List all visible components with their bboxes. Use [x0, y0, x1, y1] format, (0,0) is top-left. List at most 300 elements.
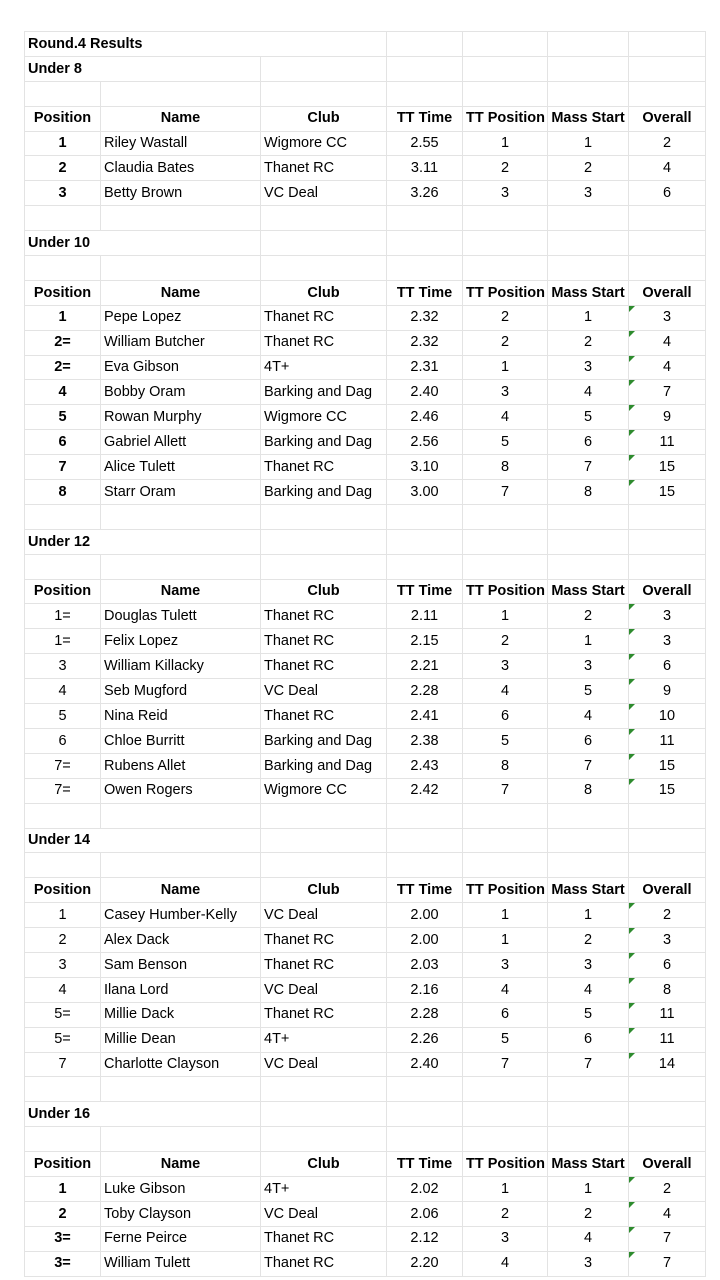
tt-position-cell: 7 [463, 1052, 548, 1077]
empty-cell [387, 256, 463, 281]
club-cell: VC Deal [261, 1052, 387, 1077]
empty-cell [261, 1127, 387, 1152]
mass-start-cell: 4 [548, 380, 629, 405]
overall-cell: 14 [629, 1052, 706, 1077]
position-cell: 1 [25, 903, 101, 928]
overall-cell: 11 [629, 728, 706, 753]
empty-cell [463, 206, 548, 231]
tt-time-cell: 2.41 [387, 704, 463, 729]
empty-cell [463, 32, 548, 57]
empty-cell [101, 504, 261, 529]
name-cell: Douglas Tulett [101, 604, 261, 629]
empty-cell [548, 256, 629, 281]
overall-cell: 7 [629, 380, 706, 405]
name-cell: Alex Dack [101, 928, 261, 953]
empty-cell [101, 853, 261, 878]
club-cell: Thanet RC [261, 1002, 387, 1027]
column-header: Mass Start [548, 579, 629, 604]
empty-cell [463, 554, 548, 579]
empty-cell [463, 256, 548, 281]
table-row [25, 1176, 706, 1201]
club-cell: Thanet RC [261, 952, 387, 977]
header-row [25, 579, 706, 604]
empty-cell [25, 803, 101, 828]
empty-cell [101, 81, 261, 106]
empty-cell [25, 81, 101, 106]
tt-position-cell: 4 [463, 1251, 548, 1276]
header-row [25, 878, 706, 903]
header-row [25, 106, 706, 131]
tt-position-cell: 2 [463, 330, 548, 355]
mass-start-cell: 3 [548, 355, 629, 380]
empty-cell [261, 828, 387, 853]
empty-cell [25, 853, 101, 878]
empty-cell [261, 56, 387, 81]
overall-cell: 11 [629, 1027, 706, 1052]
overall-cell: 11 [629, 430, 706, 455]
name-cell: Nina Reid [101, 704, 261, 729]
column-header: Position [25, 1152, 101, 1177]
empty-cell [101, 554, 261, 579]
empty-cell [548, 206, 629, 231]
empty-cell [629, 256, 706, 281]
tt-time-cell: 2.32 [387, 305, 463, 330]
tt-time-cell: 2.20 [387, 1251, 463, 1276]
tt-position-cell: 2 [463, 305, 548, 330]
empty-cell [101, 256, 261, 281]
column-header: Name [101, 1152, 261, 1177]
table-row [25, 455, 706, 480]
name-cell: Betty Brown [101, 181, 261, 206]
position-cell: 6 [25, 728, 101, 753]
column-header: Position [25, 106, 101, 131]
table-row [25, 1201, 706, 1226]
title-row [25, 32, 706, 57]
position-cell: 1= [25, 629, 101, 654]
empty-cell [25, 504, 101, 529]
mass-start-cell: 8 [548, 778, 629, 803]
mass-start-cell: 1 [548, 629, 629, 654]
tt-position-cell: 5 [463, 430, 548, 455]
spacer-row [25, 504, 706, 529]
position-cell: 3 [25, 654, 101, 679]
position-cell: 2= [25, 355, 101, 380]
name-cell: Bobby Oram [101, 380, 261, 405]
empty-cell [261, 1077, 387, 1102]
mass-start-cell: 7 [548, 1052, 629, 1077]
tt-time-cell: 3.11 [387, 156, 463, 181]
mass-start-cell: 6 [548, 430, 629, 455]
name-cell: Seb Mugford [101, 679, 261, 704]
column-header: Club [261, 280, 387, 305]
section-title: Under 14 [25, 828, 261, 853]
section-title: Under 12 [25, 529, 261, 554]
column-header: Name [101, 878, 261, 903]
table-row [25, 156, 706, 181]
empty-cell [463, 853, 548, 878]
empty-cell [463, 231, 548, 256]
empty-cell [387, 81, 463, 106]
empty-cell [629, 56, 706, 81]
overall-cell: 7 [629, 1226, 706, 1251]
table-row [25, 1226, 706, 1251]
empty-cell [463, 504, 548, 529]
empty-cell [463, 81, 548, 106]
table-row [25, 480, 706, 505]
table-row [25, 355, 706, 380]
table-row [25, 928, 706, 953]
overall-cell: 4 [629, 330, 706, 355]
column-header: Mass Start [548, 280, 629, 305]
club-cell: Thanet RC [261, 654, 387, 679]
overall-cell: 6 [629, 654, 706, 679]
table-row [25, 654, 706, 679]
mass-start-cell: 3 [548, 181, 629, 206]
mass-start-cell: 3 [548, 654, 629, 679]
name-cell: Casey Humber-Kelly [101, 903, 261, 928]
mass-start-cell: 5 [548, 405, 629, 430]
section-row [25, 231, 706, 256]
column-header: Mass Start [548, 878, 629, 903]
club-cell: Wigmore CC [261, 778, 387, 803]
empty-cell [548, 853, 629, 878]
club-cell: Wigmore CC [261, 131, 387, 156]
empty-cell [629, 504, 706, 529]
overall-cell: 8 [629, 977, 706, 1002]
tt-time-cell: 3.00 [387, 480, 463, 505]
overall-cell: 15 [629, 480, 706, 505]
empty-cell [25, 256, 101, 281]
tt-time-cell: 2.46 [387, 405, 463, 430]
position-cell: 7 [25, 1052, 101, 1077]
mass-start-cell: 5 [548, 679, 629, 704]
position-cell: 2 [25, 156, 101, 181]
table-row [25, 753, 706, 778]
name-cell: Alice Tulett [101, 455, 261, 480]
empty-cell [261, 529, 387, 554]
overall-cell: 6 [629, 181, 706, 206]
overall-cell: 4 [629, 156, 706, 181]
tt-time-cell: 3.26 [387, 181, 463, 206]
tt-position-cell: 7 [463, 480, 548, 505]
name-cell: Luke Gibson [101, 1176, 261, 1201]
club-cell: 4T+ [261, 1176, 387, 1201]
tt-time-cell: 2.28 [387, 679, 463, 704]
overall-cell: 9 [629, 679, 706, 704]
empty-cell [629, 1127, 706, 1152]
mass-start-cell: 2 [548, 928, 629, 953]
overall-cell: 3 [629, 305, 706, 330]
table-row [25, 1251, 706, 1276]
column-header: TT Time [387, 579, 463, 604]
empty-cell [101, 1077, 261, 1102]
club-cell: Thanet RC [261, 156, 387, 181]
tt-time-cell: 2.56 [387, 430, 463, 455]
spacer-row [25, 1127, 706, 1152]
name-cell: Sam Benson [101, 952, 261, 977]
spacer-row [25, 206, 706, 231]
overall-cell: 4 [629, 355, 706, 380]
empty-cell [387, 853, 463, 878]
table-row [25, 704, 706, 729]
club-cell: Thanet RC [261, 704, 387, 729]
section-title: Under 16 [25, 1102, 261, 1127]
column-header: Mass Start [548, 106, 629, 131]
empty-cell [387, 803, 463, 828]
position-cell: 4 [25, 380, 101, 405]
tt-time-cell: 2.31 [387, 355, 463, 380]
table-row [25, 181, 706, 206]
overall-cell: 4 [629, 1201, 706, 1226]
club-cell: Barking and Dag [261, 430, 387, 455]
empty-cell [387, 828, 463, 853]
results-sheet [24, 31, 706, 1277]
tt-position-cell: 5 [463, 728, 548, 753]
club-cell: Thanet RC [261, 604, 387, 629]
club-cell: Thanet RC [261, 928, 387, 953]
tt-position-cell: 6 [463, 704, 548, 729]
tt-time-cell: 2.42 [387, 778, 463, 803]
empty-cell [548, 81, 629, 106]
position-cell: 2 [25, 1201, 101, 1226]
table-row [25, 778, 706, 803]
empty-cell [548, 1102, 629, 1127]
tt-time-cell: 2.40 [387, 1052, 463, 1077]
empty-cell [261, 206, 387, 231]
column-header: Club [261, 878, 387, 903]
empty-cell [629, 1102, 706, 1127]
column-header: Overall [629, 106, 706, 131]
overall-cell: 2 [629, 1176, 706, 1201]
club-cell: VC Deal [261, 181, 387, 206]
position-cell: 4 [25, 679, 101, 704]
tt-position-cell: 3 [463, 952, 548, 977]
position-cell: 2 [25, 928, 101, 953]
column-header: Mass Start [548, 1152, 629, 1177]
empty-cell [548, 529, 629, 554]
name-cell: Claudia Bates [101, 156, 261, 181]
mass-start-cell: 2 [548, 604, 629, 629]
empty-cell [548, 1077, 629, 1102]
spacer-row [25, 554, 706, 579]
club-cell: Thanet RC [261, 1226, 387, 1251]
column-header: TT Position [463, 579, 548, 604]
name-cell: Ferne Peirce [101, 1226, 261, 1251]
table-row [25, 405, 706, 430]
club-cell: 4T+ [261, 355, 387, 380]
overall-cell: 2 [629, 131, 706, 156]
position-cell: 7= [25, 753, 101, 778]
empty-cell [548, 828, 629, 853]
mass-start-cell: 2 [548, 156, 629, 181]
tt-position-cell: 3 [463, 1226, 548, 1251]
empty-cell [261, 256, 387, 281]
table-row [25, 629, 706, 654]
empty-cell [25, 554, 101, 579]
tt-position-cell: 3 [463, 181, 548, 206]
name-cell: Toby Clayson [101, 1201, 261, 1226]
empty-cell [387, 32, 463, 57]
name-cell: Eva Gibson [101, 355, 261, 380]
column-header: Name [101, 106, 261, 131]
column-header: TT Time [387, 106, 463, 131]
club-cell: Thanet RC [261, 305, 387, 330]
section-row [25, 56, 706, 81]
section-title: Under 10 [25, 231, 261, 256]
spacer-row [25, 256, 706, 281]
mass-start-cell: 2 [548, 1201, 629, 1226]
overall-cell: 3 [629, 928, 706, 953]
position-cell: 4 [25, 977, 101, 1002]
spacer-row [25, 1077, 706, 1102]
mass-start-cell: 1 [548, 305, 629, 330]
name-cell: Ilana Lord [101, 977, 261, 1002]
tt-position-cell: 2 [463, 629, 548, 654]
position-cell: 5= [25, 1027, 101, 1052]
empty-cell [463, 1127, 548, 1152]
mass-start-cell: 1 [548, 1176, 629, 1201]
spacer-row [25, 803, 706, 828]
mass-start-cell: 5 [548, 1002, 629, 1027]
section-row [25, 1102, 706, 1127]
position-cell: 1 [25, 131, 101, 156]
tt-time-cell: 2.06 [387, 1201, 463, 1226]
tt-position-cell: 4 [463, 405, 548, 430]
column-header: Overall [629, 878, 706, 903]
tt-position-cell: 1 [463, 131, 548, 156]
position-cell: 7= [25, 778, 101, 803]
position-cell: 5= [25, 1002, 101, 1027]
table-row [25, 131, 706, 156]
tt-position-cell: 7 [463, 778, 548, 803]
tt-time-cell: 2.00 [387, 903, 463, 928]
table-row [25, 728, 706, 753]
tt-position-cell: 3 [463, 380, 548, 405]
empty-cell [261, 504, 387, 529]
empty-cell [463, 828, 548, 853]
tt-time-cell: 3.10 [387, 455, 463, 480]
position-cell: 1= [25, 604, 101, 629]
overall-cell: 3 [629, 629, 706, 654]
empty-cell [261, 803, 387, 828]
table-row [25, 330, 706, 355]
empty-cell [629, 828, 706, 853]
section-title: Under 8 [25, 56, 261, 81]
position-cell: 7 [25, 455, 101, 480]
name-cell: Millie Dack [101, 1002, 261, 1027]
overall-cell: 15 [629, 753, 706, 778]
club-cell: VC Deal [261, 1201, 387, 1226]
mass-start-cell: 6 [548, 1027, 629, 1052]
mass-start-cell: 8 [548, 480, 629, 505]
position-cell: 3= [25, 1251, 101, 1276]
header-row [25, 280, 706, 305]
club-cell: Barking and Dag [261, 728, 387, 753]
empty-cell [387, 529, 463, 554]
club-cell: Barking and Dag [261, 753, 387, 778]
column-header: TT Position [463, 878, 548, 903]
table-row [25, 1002, 706, 1027]
overall-cell: 7 [629, 1251, 706, 1276]
table-row [25, 305, 706, 330]
empty-cell [463, 803, 548, 828]
empty-cell [101, 803, 261, 828]
empty-cell [629, 81, 706, 106]
mass-start-cell: 4 [548, 1226, 629, 1251]
empty-cell [463, 529, 548, 554]
column-header: Name [101, 280, 261, 305]
section-row [25, 529, 706, 554]
empty-cell [548, 56, 629, 81]
column-header: TT Time [387, 878, 463, 903]
tt-position-cell: 5 [463, 1027, 548, 1052]
empty-cell [629, 1077, 706, 1102]
mass-start-cell: 4 [548, 977, 629, 1002]
overall-cell: 15 [629, 455, 706, 480]
club-cell: Wigmore CC [261, 405, 387, 430]
tt-time-cell: 2.32 [387, 330, 463, 355]
name-cell: Chloe Burritt [101, 728, 261, 753]
empty-cell [629, 231, 706, 256]
empty-cell [387, 206, 463, 231]
table-row [25, 952, 706, 977]
empty-cell [261, 81, 387, 106]
tt-position-cell: 2 [463, 1201, 548, 1226]
club-cell: VC Deal [261, 903, 387, 928]
empty-cell [548, 554, 629, 579]
position-cell: 5 [25, 405, 101, 430]
table-row [25, 430, 706, 455]
empty-cell [387, 504, 463, 529]
tt-time-cell: 2.55 [387, 131, 463, 156]
tt-time-cell: 2.12 [387, 1226, 463, 1251]
empty-cell [629, 32, 706, 57]
name-cell: Felix Lopez [101, 629, 261, 654]
table-row [25, 903, 706, 928]
overall-cell: 3 [629, 604, 706, 629]
club-cell: Thanet RC [261, 629, 387, 654]
tt-position-cell: 3 [463, 654, 548, 679]
mass-start-cell: 4 [548, 704, 629, 729]
mass-start-cell: 3 [548, 1251, 629, 1276]
column-header: TT Position [463, 106, 548, 131]
tt-position-cell: 1 [463, 604, 548, 629]
empty-cell [261, 231, 387, 256]
tt-position-cell: 8 [463, 753, 548, 778]
empty-cell [261, 1102, 387, 1127]
empty-cell [548, 231, 629, 256]
overall-cell: 11 [629, 1002, 706, 1027]
tt-position-cell: 1 [463, 355, 548, 380]
column-header: TT Time [387, 280, 463, 305]
table-row [25, 380, 706, 405]
tt-time-cell: 2.11 [387, 604, 463, 629]
empty-cell [261, 554, 387, 579]
name-cell: Rubens Allet [101, 753, 261, 778]
club-cell: Barking and Dag [261, 380, 387, 405]
tt-time-cell: 2.38 [387, 728, 463, 753]
column-header: Overall [629, 280, 706, 305]
mass-start-cell: 7 [548, 455, 629, 480]
column-header: Position [25, 878, 101, 903]
overall-cell: 2 [629, 903, 706, 928]
club-cell: Barking and Dag [261, 480, 387, 505]
empty-cell [548, 1127, 629, 1152]
column-header: Club [261, 1152, 387, 1177]
column-header: Overall [629, 579, 706, 604]
tt-time-cell: 2.02 [387, 1176, 463, 1201]
club-cell: Thanet RC [261, 455, 387, 480]
